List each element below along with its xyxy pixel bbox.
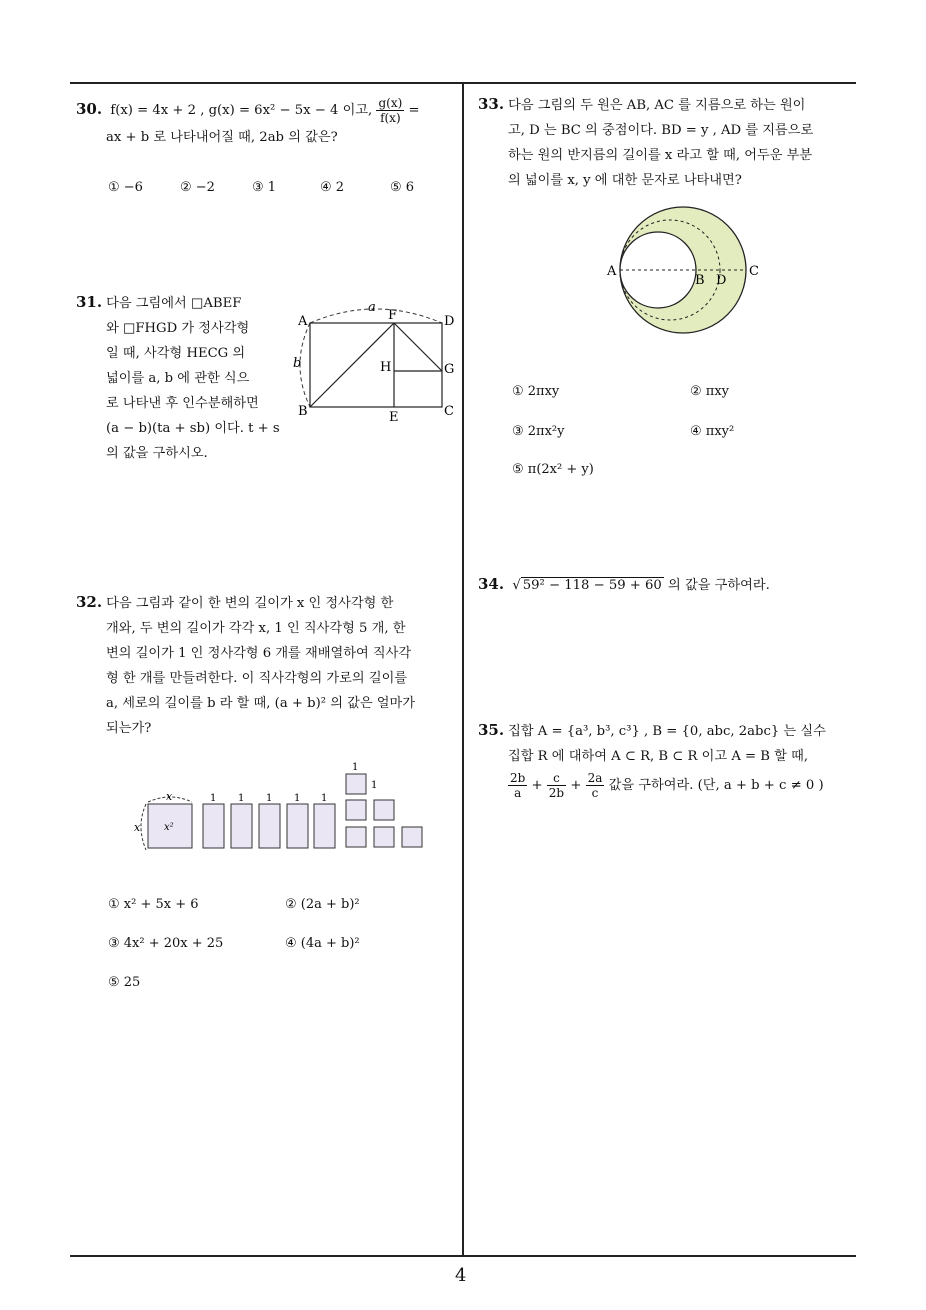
unit-tiles [346, 774, 422, 847]
tile-unit-square [374, 800, 394, 820]
fraction-denominator: a [514, 786, 522, 800]
label-x-squared: x² [164, 822, 174, 833]
q32-choice-1[interactable]: ① x² + 5x + 6 [108, 897, 199, 912]
q35-line1: 집합 A = {a³, b³, c³} , B = {0, abc, 2abc} 는 실수 [508, 724, 826, 739]
q32-choice-2[interactable]: ② (2a + b)² [285, 897, 360, 912]
fraction-numerator: 2b [510, 771, 526, 785]
q31-square-figure [290, 295, 460, 425]
question-number: 30. [76, 100, 103, 118]
q35-line2: 집합 R 에 대하여 A ⊂ R, B ⊂ R 이고 A = B 할 때, [508, 749, 809, 764]
fraction-numerator: g(x) [378, 96, 403, 110]
q32-choice-5[interactable]: ⑤ 25 [108, 975, 141, 990]
q35-fraction-1 [508, 771, 527, 800]
label-x-side: x [134, 821, 141, 834]
label-a: a [368, 300, 376, 315]
label-one: 1 [210, 793, 217, 804]
question-number: 32. [76, 593, 103, 611]
label-one: 1 [352, 762, 359, 773]
q33-line: 다음 그림의 두 원은 AB, AC 를 지름으로 하는 원이 [508, 98, 806, 113]
tile-x1-rect [259, 804, 280, 848]
q33-choice-5[interactable]: ⑤ π(2x² + y) [512, 462, 594, 477]
plus-sign: + [570, 778, 582, 793]
q30-choice-1[interactable]: ① −6 [108, 180, 143, 195]
q31-line: 넓이를 a, b 에 관한 식으 [106, 371, 250, 386]
q32-tiles-figure [130, 758, 440, 858]
q31-line: 의 값을 구하시오. [106, 446, 208, 461]
question-31 [76, 290, 286, 466]
plus-sign: + [531, 778, 543, 793]
q30-line1: f(x) = 4x + 2 , g(x) = 6x² − 5x − 4 이고, [110, 103, 373, 118]
tile-x1-rect [287, 804, 308, 848]
label-A: A [298, 314, 308, 329]
question-number: 34. [478, 575, 505, 593]
equals-sign: = [408, 103, 420, 118]
question-number: 33. [478, 95, 505, 113]
q32-line: 형 한 개를 만들려한다. 이 직사각형의 가로의 길이를 [106, 671, 408, 686]
question-number: 35. [478, 721, 505, 739]
label-E: E [389, 410, 399, 425]
q32-line: 개와, 두 변의 길이가 각각 x, 1 인 직사각형 5 개, 한 [106, 621, 406, 636]
tile-unit-square [402, 827, 422, 847]
fraction-denominator: f(x) [380, 111, 401, 125]
label-one: 1 [321, 793, 328, 804]
label-D: D [444, 314, 455, 329]
q30-choice-3[interactable]: ③ 1 [252, 180, 277, 195]
q32-choice-4[interactable]: ④ (4a + b)² [285, 936, 360, 951]
q32-line: 변의 길이가 1 인 정사각형 6 개를 재배열하여 직사각 [106, 646, 412, 661]
label-B: B [695, 273, 705, 288]
label-H: H [380, 360, 392, 375]
fraction-denominator: c [591, 786, 599, 800]
page-number: 4 [455, 1265, 467, 1286]
fraction-numerator: 2a [587, 771, 603, 785]
q32-line: 다음 그림과 같이 한 변의 길이가 x 인 정사각형 한 [106, 596, 394, 611]
label-D: D [716, 273, 727, 288]
q33-choice-3[interactable]: ③ 2πx²y [512, 424, 565, 439]
q31-line: 로 나타낸 후 인수분해하면 [106, 396, 259, 411]
fraction-numerator: c [547, 771, 566, 786]
tile-x1-rect [203, 804, 224, 848]
q32-line: a, 세로의 길이를 b 라 할 때, (a + b)² 의 값은 얼마가 [106, 696, 416, 711]
q32-line: 되는가? [106, 721, 152, 736]
tile-unit-square [346, 800, 366, 820]
question-33 [478, 92, 858, 193]
question-32 [76, 590, 461, 741]
rect-outline [310, 323, 442, 407]
q33-line: 고, D 는 BC 의 중점이다. BD = y , AD 를 지름으로 [508, 123, 814, 138]
q31-line: 다음 그림에서 □ABEF [106, 296, 242, 311]
bottom-rule [70, 1255, 856, 1257]
q33-line: 하는 원의 반지름의 길이를 x 라고 할 때, 어두운 부분 [508, 148, 813, 163]
label-B: B [298, 404, 308, 419]
tile-unit-square [346, 827, 366, 847]
q31-line: 일 때, 사각형 HECG 의 [106, 346, 246, 361]
label-one: 1 [238, 793, 245, 804]
label-one: 1 [266, 793, 273, 804]
label-C: C [749, 264, 759, 279]
question-30 [76, 96, 461, 150]
question-35 [478, 718, 863, 800]
q30-choice-2[interactable]: ② −2 [180, 180, 215, 195]
q33-choice-2[interactable]: ② πxy [690, 384, 730, 399]
fraction-denominator: 2b [548, 786, 565, 800]
label-one: 1 [371, 780, 378, 791]
arc-b [300, 323, 310, 407]
tile-unit-square [374, 827, 394, 847]
label-G: G [444, 362, 455, 377]
tile-x1-rect [314, 804, 335, 848]
segment-FG [394, 323, 442, 371]
label-one: 1 [294, 793, 301, 804]
q35-tail: 값을 구하여라. (단, a + b + c ≠ 0 ) [608, 778, 824, 793]
q33-line: 의 넓이를 x, y 에 대한 문자로 나타내면? [508, 173, 742, 188]
q35-fraction-3 [586, 771, 605, 800]
q31-line: (a − b)(ta + sb) 이다. t + s [106, 421, 280, 436]
q35-fraction-2 [547, 771, 566, 800]
q30-choice-5[interactable]: ⑤ 6 [390, 180, 415, 195]
arc-a [310, 309, 442, 323]
q34-tail: 의 값을 구하여라. [668, 578, 770, 593]
q33-choice-4[interactable]: ④ πxy² [690, 424, 735, 439]
label-x-top: x [166, 790, 173, 803]
brace-x-side [141, 804, 146, 850]
label-C: C [444, 404, 454, 419]
tile-unit-square [346, 774, 366, 794]
q32-choice-3[interactable]: ③ 4x² + 20x + 25 [108, 936, 224, 951]
label-F: F [388, 308, 398, 323]
rect-tiles [203, 804, 335, 848]
tile-x1-rect [231, 804, 252, 848]
q33-circles-figure [600, 200, 770, 350]
q30-choice-4[interactable]: ④ 2 [320, 180, 345, 195]
q33-choice-1[interactable]: ① 2πxy [512, 384, 560, 399]
label-b: b [293, 356, 302, 371]
question-number: 31. [76, 293, 103, 311]
q30-fraction [376, 96, 404, 125]
question-34 [478, 572, 858, 598]
label-A: A [607, 264, 617, 279]
q34-radicand: 59² − 118 − 59 + 60 [522, 578, 662, 593]
column-divider [462, 82, 464, 1257]
q30-line2: ax + b 로 나타내어질 때, 2ab 의 값은? [106, 130, 338, 145]
sqrt-sign: √ [512, 578, 521, 593]
q31-line: 와 □FHGD 가 정사각형 [106, 321, 250, 336]
